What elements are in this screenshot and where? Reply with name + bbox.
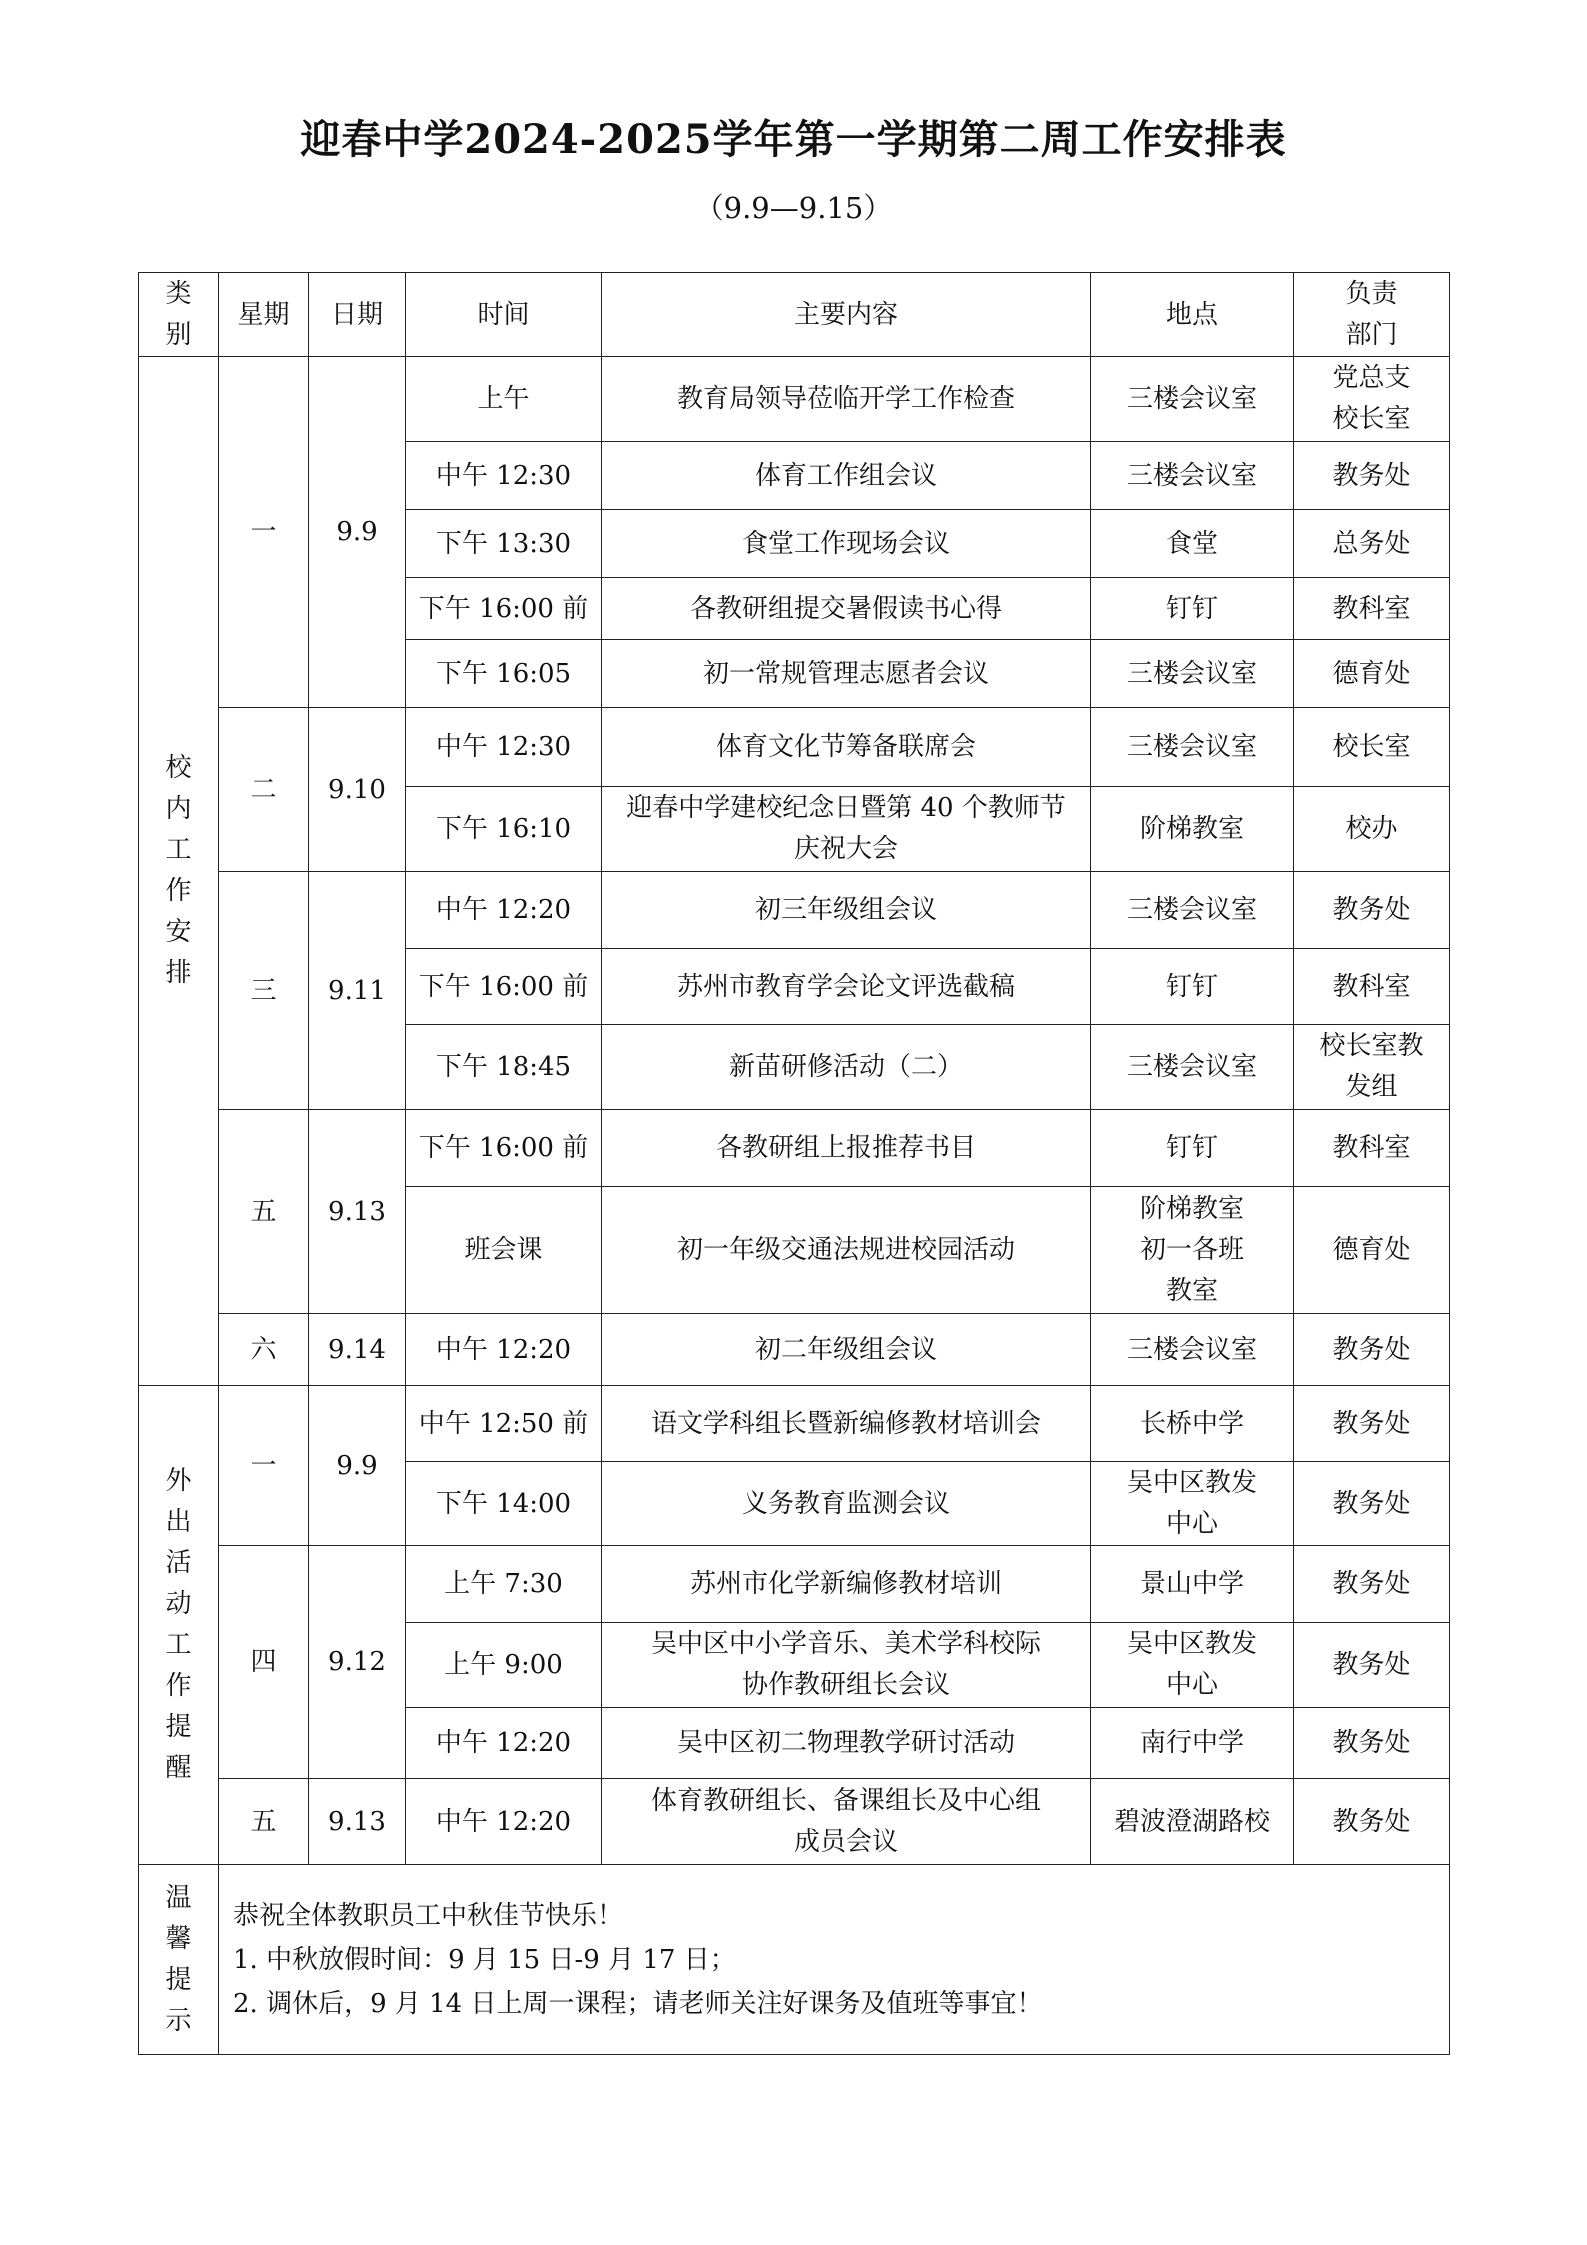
- location-cell: 景山中学: [1091, 1546, 1294, 1623]
- dept-cell: 校长室教 发组: [1294, 1025, 1450, 1110]
- dept-cell: 党总支 校长室: [1294, 357, 1450, 442]
- header-location: 地点: [1091, 273, 1294, 357]
- location-cell: 南行中学: [1091, 1708, 1294, 1779]
- time-cell: 下午 18:45: [406, 1025, 602, 1110]
- weekday-cell: 一: [219, 357, 309, 708]
- dept-cell: 教务处: [1294, 1546, 1450, 1623]
- dept-cell: 教务处: [1294, 872, 1450, 949]
- section-label-external: 外 出 活 动 工 作 提 醒: [139, 1386, 219, 1865]
- time-cell: 下午 16:10: [406, 787, 602, 872]
- table-row: [139, 1779, 1450, 1865]
- content-cell: 体育教研组长、备课组长及中心组 成员会议: [602, 1779, 1091, 1865]
- location-cell: 长桥中学: [1091, 1386, 1294, 1462]
- location-cell: 三楼会议室: [1091, 1314, 1294, 1386]
- date-cell: 9.14: [309, 1314, 406, 1386]
- dept-cell: 德育处: [1294, 640, 1450, 708]
- time-cell: 中午 12:50 前: [406, 1386, 602, 1462]
- content-cell: 吴中区中小学音乐、美术学科校际 协作教研组长会议: [602, 1623, 1091, 1708]
- time-cell: 下午 16:00 前: [406, 949, 602, 1025]
- time-cell: 下午 16:00 前: [406, 1110, 602, 1187]
- time-cell: 上午 9:00: [406, 1623, 602, 1708]
- time-cell: 中午 12:20: [406, 1708, 602, 1779]
- weekday-cell: 六: [219, 1314, 309, 1386]
- dept-cell: 德育处: [1294, 1187, 1450, 1314]
- table-row: [139, 1546, 1450, 1623]
- schedule-table: [138, 272, 1450, 2055]
- content-cell: 初一常规管理志愿者会议: [602, 640, 1091, 708]
- time-cell: 中午 12:30: [406, 442, 602, 510]
- dept-cell: 教科室: [1294, 1110, 1450, 1187]
- weekday-cell: 一: [219, 1386, 309, 1546]
- dept-cell: 教务处: [1294, 1314, 1450, 1386]
- header-weekday: 星期: [219, 273, 309, 357]
- dept-cell: 教务处: [1294, 1386, 1450, 1462]
- dept-cell: 教科室: [1294, 578, 1450, 640]
- content-cell: 迎春中学建校纪念日暨第 40 个教师节 庆祝大会: [602, 787, 1091, 872]
- time-cell: 中午 12:20: [406, 1314, 602, 1386]
- date-cell: 9.9: [309, 1386, 406, 1546]
- notes-content: [219, 1865, 1450, 2055]
- time-cell: 上午 7:30: [406, 1546, 602, 1623]
- dept-cell: 教务处: [1294, 1462, 1450, 1546]
- table-row: [139, 708, 1450, 787]
- notes-row: [139, 1865, 1450, 2055]
- weekday-cell: 四: [219, 1546, 309, 1779]
- location-cell: 食堂: [1091, 510, 1294, 578]
- location-cell: 三楼会议室: [1091, 872, 1294, 949]
- location-cell: 三楼会议室: [1091, 708, 1294, 787]
- date-cell: 9.12: [309, 1546, 406, 1779]
- table-row: [139, 1110, 1450, 1187]
- header-date: 日期: [309, 273, 406, 357]
- location-cell: 钉钉: [1091, 1110, 1294, 1187]
- weekday-cell: 二: [219, 708, 309, 872]
- weekday-cell: 三: [219, 872, 309, 1110]
- location-cell: 吴中区教发 中心: [1091, 1623, 1294, 1708]
- time-cell: 上午: [406, 357, 602, 442]
- location-cell: 三楼会议室: [1091, 442, 1294, 510]
- location-cell: 阶梯教室 初一各班 教室: [1091, 1187, 1294, 1314]
- header-row: [139, 273, 1450, 357]
- content-cell: 初二年级组会议: [602, 1314, 1091, 1386]
- date-cell: 9.10: [309, 708, 406, 872]
- time-cell: 中午 12:20: [406, 1779, 602, 1865]
- content-cell: 各教研组提交暑假读书心得: [602, 578, 1091, 640]
- weekday-cell: 五: [219, 1110, 309, 1314]
- location-cell: 碧波澄湖路校: [1091, 1779, 1294, 1865]
- time-cell: 下午 14:00: [406, 1462, 602, 1546]
- content-cell: 体育工作组会议: [602, 442, 1091, 510]
- header-time: 时间: [406, 273, 602, 357]
- note-line: 2. 调休后，9 月 14 日上周一课程；请老师关注好课务及值班等事宜！: [233, 1988, 1043, 2019]
- section-label-notes: 温 馨 提 示: [139, 1865, 219, 2055]
- content-cell: 苏州市化学新编修教材培训: [602, 1546, 1091, 1623]
- content-cell: 体育文化节筹备联席会: [602, 708, 1091, 787]
- time-cell: 下午 16:05: [406, 640, 602, 708]
- page-title: 迎春中学2024-2025学年第一学期第二周工作安排表: [300, 116, 1287, 163]
- dept-cell: 校办: [1294, 787, 1450, 872]
- table-row: [139, 357, 1450, 442]
- content-cell: 苏州市教育学会论文评选截稿: [602, 949, 1091, 1025]
- time-cell: 下午 13:30: [406, 510, 602, 578]
- location-cell: 钉钉: [1091, 949, 1294, 1025]
- weekday-cell: 五: [219, 1779, 309, 1865]
- page-subtitle: （9.9—9.15）: [694, 191, 893, 225]
- content-cell: 新苗研修活动（二）: [602, 1025, 1091, 1110]
- location-cell: 阶梯教室: [1091, 787, 1294, 872]
- date-cell: 9.13: [309, 1110, 406, 1314]
- content-cell: 语文学科组长暨新编修教材培训会: [602, 1386, 1091, 1462]
- note-line: 恭祝全体教职员工中秋佳节快乐！: [233, 1900, 624, 1931]
- location-cell: 钉钉: [1091, 578, 1294, 640]
- content-cell: 义务教育监测会议: [602, 1462, 1091, 1546]
- header-category: 类 别: [139, 273, 219, 357]
- dept-cell: 教务处: [1294, 1708, 1450, 1779]
- dept-cell: 总务处: [1294, 510, 1450, 578]
- dept-cell: 教务处: [1294, 1623, 1450, 1708]
- time-cell: 中午 12:20: [406, 872, 602, 949]
- content-cell: 初三年级组会议: [602, 872, 1091, 949]
- note-line: 1. 中秋放假时间：9 月 15 日-9 月 17 日；: [233, 1944, 736, 1975]
- location-cell: 三楼会议室: [1091, 357, 1294, 442]
- content-cell: 教育局领导莅临开学工作检查: [602, 357, 1091, 442]
- header-dept: 负责 部门: [1294, 273, 1450, 357]
- time-cell: 班会课: [406, 1187, 602, 1314]
- location-cell: 三楼会议室: [1091, 1025, 1294, 1110]
- table-row: [139, 1386, 1450, 1462]
- dept-cell: 教务处: [1294, 1779, 1450, 1865]
- date-cell: 9.11: [309, 872, 406, 1110]
- header-content: 主要内容: [602, 273, 1091, 357]
- dept-cell: 校长室: [1294, 708, 1450, 787]
- content-cell: 吴中区初二物理教学研讨活动: [602, 1708, 1091, 1779]
- dept-cell: 教务处: [1294, 442, 1450, 510]
- date-cell: 9.13: [309, 1779, 406, 1865]
- section-label-internal: 校 内 工 作 安 排: [139, 357, 219, 1386]
- location-cell: 吴中区教发 中心: [1091, 1462, 1294, 1546]
- content-cell: 初一年级交通法规进校园活动: [602, 1187, 1091, 1314]
- content-cell: 食堂工作现场会议: [602, 510, 1091, 578]
- table-row: [139, 872, 1450, 949]
- date-cell: 9.9: [309, 357, 406, 708]
- location-cell: 三楼会议室: [1091, 640, 1294, 708]
- dept-cell: 教科室: [1294, 949, 1450, 1025]
- time-cell: 中午 12:30: [406, 708, 602, 787]
- content-cell: 各教研组上报推荐书目: [602, 1110, 1091, 1187]
- table-row: [139, 1314, 1450, 1386]
- time-cell: 下午 16:00 前: [406, 578, 602, 640]
